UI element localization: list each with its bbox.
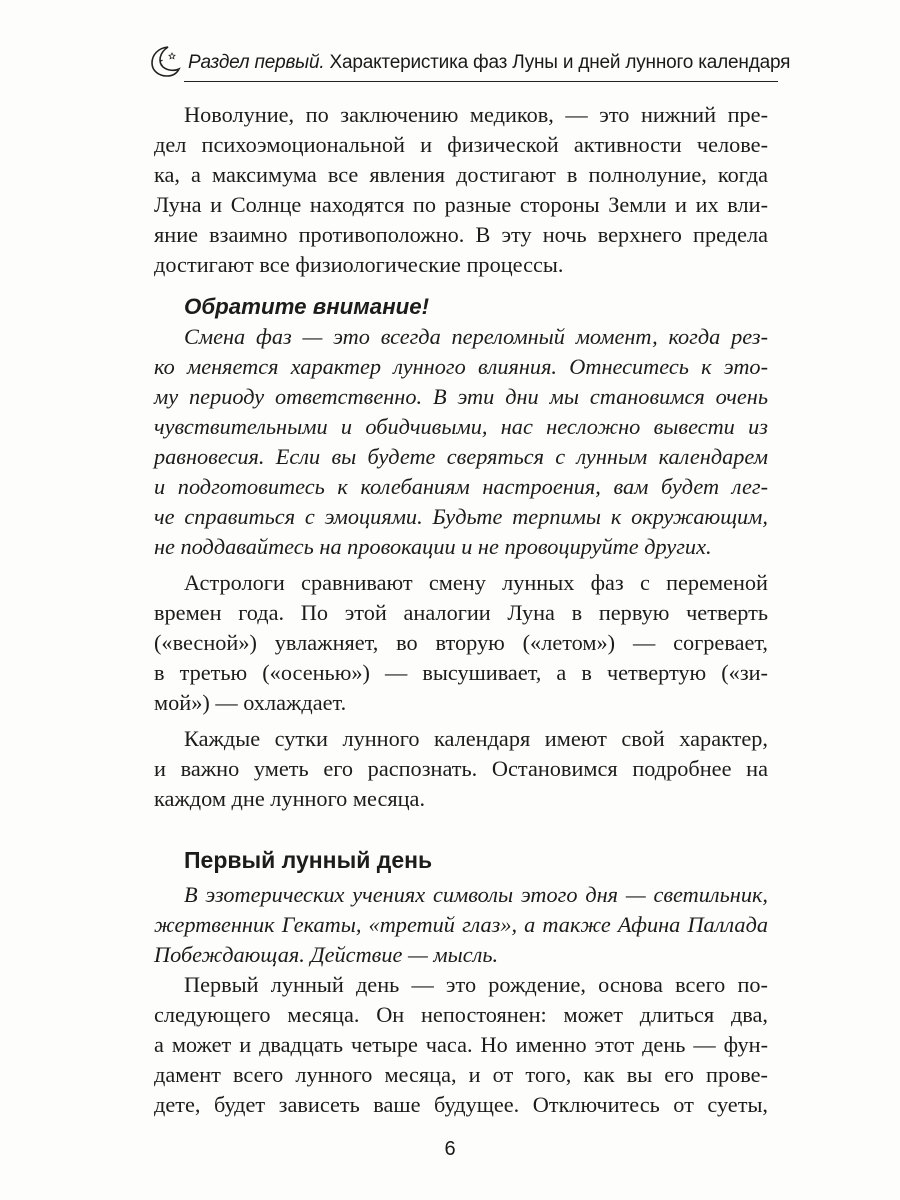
text-line: му периоду ответственно. В эти дни мы становимся очень	[154, 384, 768, 409]
text-line: В эзотерических учениях символы этого дня — светильник,	[184, 882, 768, 907]
text-line: достигают все физиологические процессы.	[154, 252, 564, 277]
text-line: Первый лунный день — это рождение, основа всего по-	[184, 972, 768, 997]
text-line: Астрологи сравнивают смену лунных фаз с переменой	[184, 570, 768, 595]
text-line: ко меняется характер лунного влияния. Отнеситесь к это-	[154, 354, 768, 379]
section-title: Первый лунный день	[184, 847, 433, 873]
text-line: («весной») увлажняет, во вторую («летом») — согревает,	[154, 630, 768, 655]
astro-paragraph	[154, 568, 768, 718]
intro-paragraph	[154, 100, 768, 280]
text-line: каждом дне лунного месяца.	[154, 786, 426, 811]
text-line: Смена фаз — это всегда переломный момент, когда рез-	[184, 324, 768, 349]
header-rule	[184, 81, 778, 82]
section-label: Раздел первый.	[188, 52, 325, 73]
text-line: Каждые сутки лунного календаря имеют свой характер,	[184, 726, 768, 751]
text-line: дете, будет зависеть ваше будущее. Отключитесь от суеты,	[154, 1092, 768, 1117]
text-line: и важно уметь его распознать. Остановимся подробнее на	[154, 756, 768, 781]
text-line: равновесия. Если вы будете сверяться с лунным календарем	[154, 444, 768, 469]
section-heading	[154, 845, 768, 875]
text-line: в третью («осенью») — высушивает, а в четвертую («зи-	[154, 660, 768, 685]
notice-heading: Обратите внимание!	[184, 294, 430, 319]
text-line: и подготовитесь к колебаниям настроения, вам будет лег-	[154, 474, 768, 499]
text-line: Побеждающая. Действие — мысль.	[154, 942, 499, 967]
text-line: мой») — охлаждает.	[154, 690, 347, 715]
symbols-paragraph	[154, 880, 768, 970]
text-line: Луна и Солнце находятся по разные стороны Земли и их вли-	[154, 192, 768, 217]
moon-icon	[148, 44, 182, 78]
text-line: времен года. По этой аналогии Луна в первую четверть	[154, 600, 768, 625]
text-line: яние взаимно противоположно. В эту ночь верхнего предела	[154, 222, 768, 247]
text-line: че справиться с эмоциями. Будьте терпимы к окружающим,	[154, 504, 768, 529]
text-line: а может и двадцать четыре часа. Но именно этот день — фун-	[154, 1032, 768, 1057]
text-line: Новолуние, по заключению медиков, — это нижний пре-	[184, 102, 768, 127]
text-line: ка, а максимума все явления достигают в полнолуние, когда	[154, 162, 768, 187]
days-paragraph	[154, 724, 768, 814]
text-line: дел психоэмоциональной и физической активности челове-	[154, 132, 768, 157]
first-day-paragraph	[154, 970, 768, 1120]
text-line: чувствительными и обидчивыми, нас несложно вывести из	[154, 414, 768, 439]
running-header-title	[188, 52, 790, 74]
chapter-title: Характеристика фаз Луны и дней лунного календаря	[329, 52, 791, 73]
text-line: жертвенник Гекаты, «третий глаз», а также Афина Паллада	[154, 912, 768, 937]
text-line: не поддавайтесь на провокации и не провоцируйте других.	[154, 534, 712, 559]
text-line: дамент всего лунного месяца, и от того, как вы его прове-	[154, 1062, 768, 1087]
notice-block	[154, 292, 768, 562]
page-number: 6	[444, 1138, 456, 1160]
text-line: следующего месяца. Он непостоянен: может длиться два,	[154, 1002, 768, 1027]
running-header	[148, 40, 791, 90]
